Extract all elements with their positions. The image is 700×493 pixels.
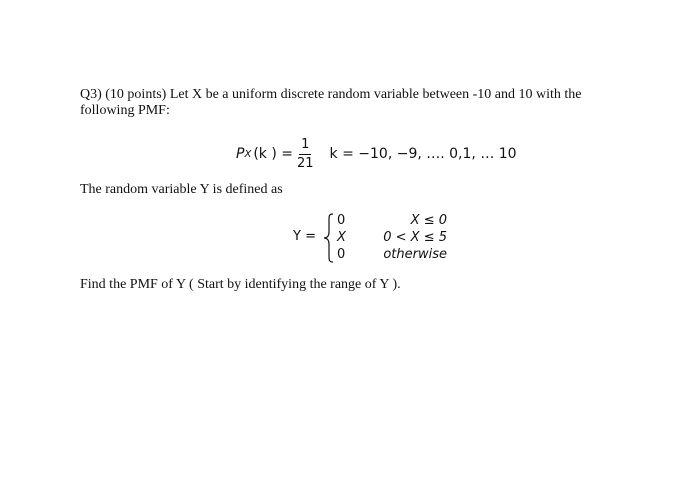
- case-value: 0: [337, 213, 346, 228]
- question-line-1: Q3) (10 points) Let X be a uniform discrete random variable between -10 and 10 with the: [80, 87, 582, 102]
- k-range: k = −10, −9, …. 0,1, … 10: [329, 146, 517, 162]
- pmf-p-symbol: P: [236, 146, 245, 162]
- definition-text: The random variable Y is defined as: [80, 182, 283, 197]
- case-value: X: [337, 230, 346, 245]
- case-value: 0: [337, 247, 346, 262]
- question-line-2: following PMF:: [80, 103, 170, 118]
- pmf-argument: (k ) =: [253, 146, 293, 162]
- fraction-numerator: 1: [299, 137, 311, 155]
- pmf-equation: [236, 134, 517, 174]
- piecewise-lhs: Y =: [293, 229, 316, 244]
- fraction-denominator: 21: [296, 156, 314, 171]
- left-brace-icon: [322, 212, 336, 264]
- case-condition: otherwise: [383, 247, 447, 262]
- pmf-fraction: [297, 137, 314, 171]
- instruction-text: Find the PMF of Y ( Start by identifying the range of Y ).: [80, 277, 401, 292]
- case-condition: 0 < X ≤ 5: [383, 230, 447, 245]
- pmf-subscript: X: [244, 148, 252, 160]
- case-condition: X ≤ 0: [410, 213, 447, 228]
